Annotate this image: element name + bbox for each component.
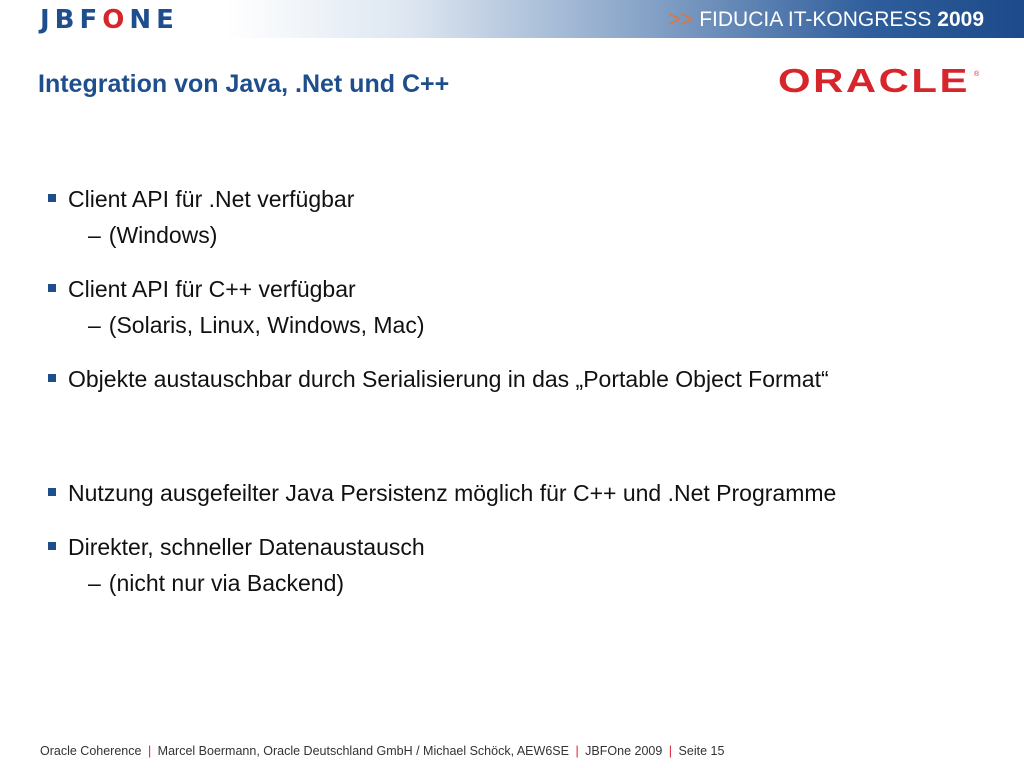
oracle-logo-text: ORACLE	[778, 66, 970, 96]
footer-separator: |	[668, 744, 673, 758]
sub-dash: –	[88, 222, 101, 248]
bullet-item-2	[48, 276, 356, 303]
bullet-square-icon	[48, 284, 56, 292]
footer-separator: |	[575, 744, 579, 758]
congress-year: 2009	[937, 8, 984, 31]
logo-suffix: NE	[129, 5, 179, 35]
bullet-text: Objekte austauschbar durch Serialisierung in das „Portable Object Format“	[68, 366, 829, 392]
slide-title: Integration von Java, .Net und C++	[38, 70, 450, 98]
footer-product: Oracle Coherence	[40, 744, 142, 758]
bullet-square-icon	[48, 194, 56, 202]
sub-dash: –	[88, 312, 101, 338]
congress-banner	[669, 7, 984, 33]
congress-arrows: >>	[668, 8, 694, 31]
bullet-item-1	[48, 186, 354, 213]
logo-prefix: JBF	[40, 5, 103, 35]
sub-dash: –	[88, 570, 101, 596]
bullet-item-5	[48, 534, 425, 561]
sub-text: (nicht nur via Backend)	[108, 570, 345, 596]
sub-text: (Solaris, Linux, Windows, Mac)	[108, 312, 425, 338]
bullet-text: Nutzung ausgefeilter Java Persistenz möglich für C++ und .Net Programme	[68, 480, 837, 506]
bullet-text: Direkter, schneller Datenaustausch	[68, 534, 425, 560]
svg-text:®: ®	[974, 71, 980, 78]
footer-separator: |	[147, 744, 152, 758]
bullet-square-icon	[48, 374, 56, 382]
bullet-item-4	[48, 480, 836, 507]
bullet-text: Client API für .Net verfügbar	[68, 186, 355, 212]
sub-item-5	[88, 570, 344, 597]
sub-item-2	[88, 312, 425, 339]
footer-page-number: Seite 15	[678, 744, 725, 758]
footer-authors: Marcel Boermann, Oracle Deutschland GmbH / Michael Schöck, AEW6SE	[157, 744, 569, 758]
bullet-square-icon	[48, 542, 56, 550]
congress-name: FIDUCIA IT-KONGRESS	[699, 8, 932, 31]
bullet-square-icon	[48, 488, 56, 496]
sub-item-1	[88, 222, 217, 249]
oracle-logo-graphic	[778, 66, 982, 96]
bullet-item-3	[48, 366, 829, 393]
footer-event: JBFOne 2009	[585, 744, 663, 758]
slide-footer	[40, 744, 724, 758]
jbfone-logo	[40, 6, 179, 34]
oracle-logo	[778, 66, 982, 101]
bullet-text: Client API für C++ verfügbar	[68, 276, 356, 302]
header-bar	[0, 0, 1024, 38]
sub-text: (Windows)	[108, 222, 218, 248]
logo-o: O	[102, 5, 130, 35]
